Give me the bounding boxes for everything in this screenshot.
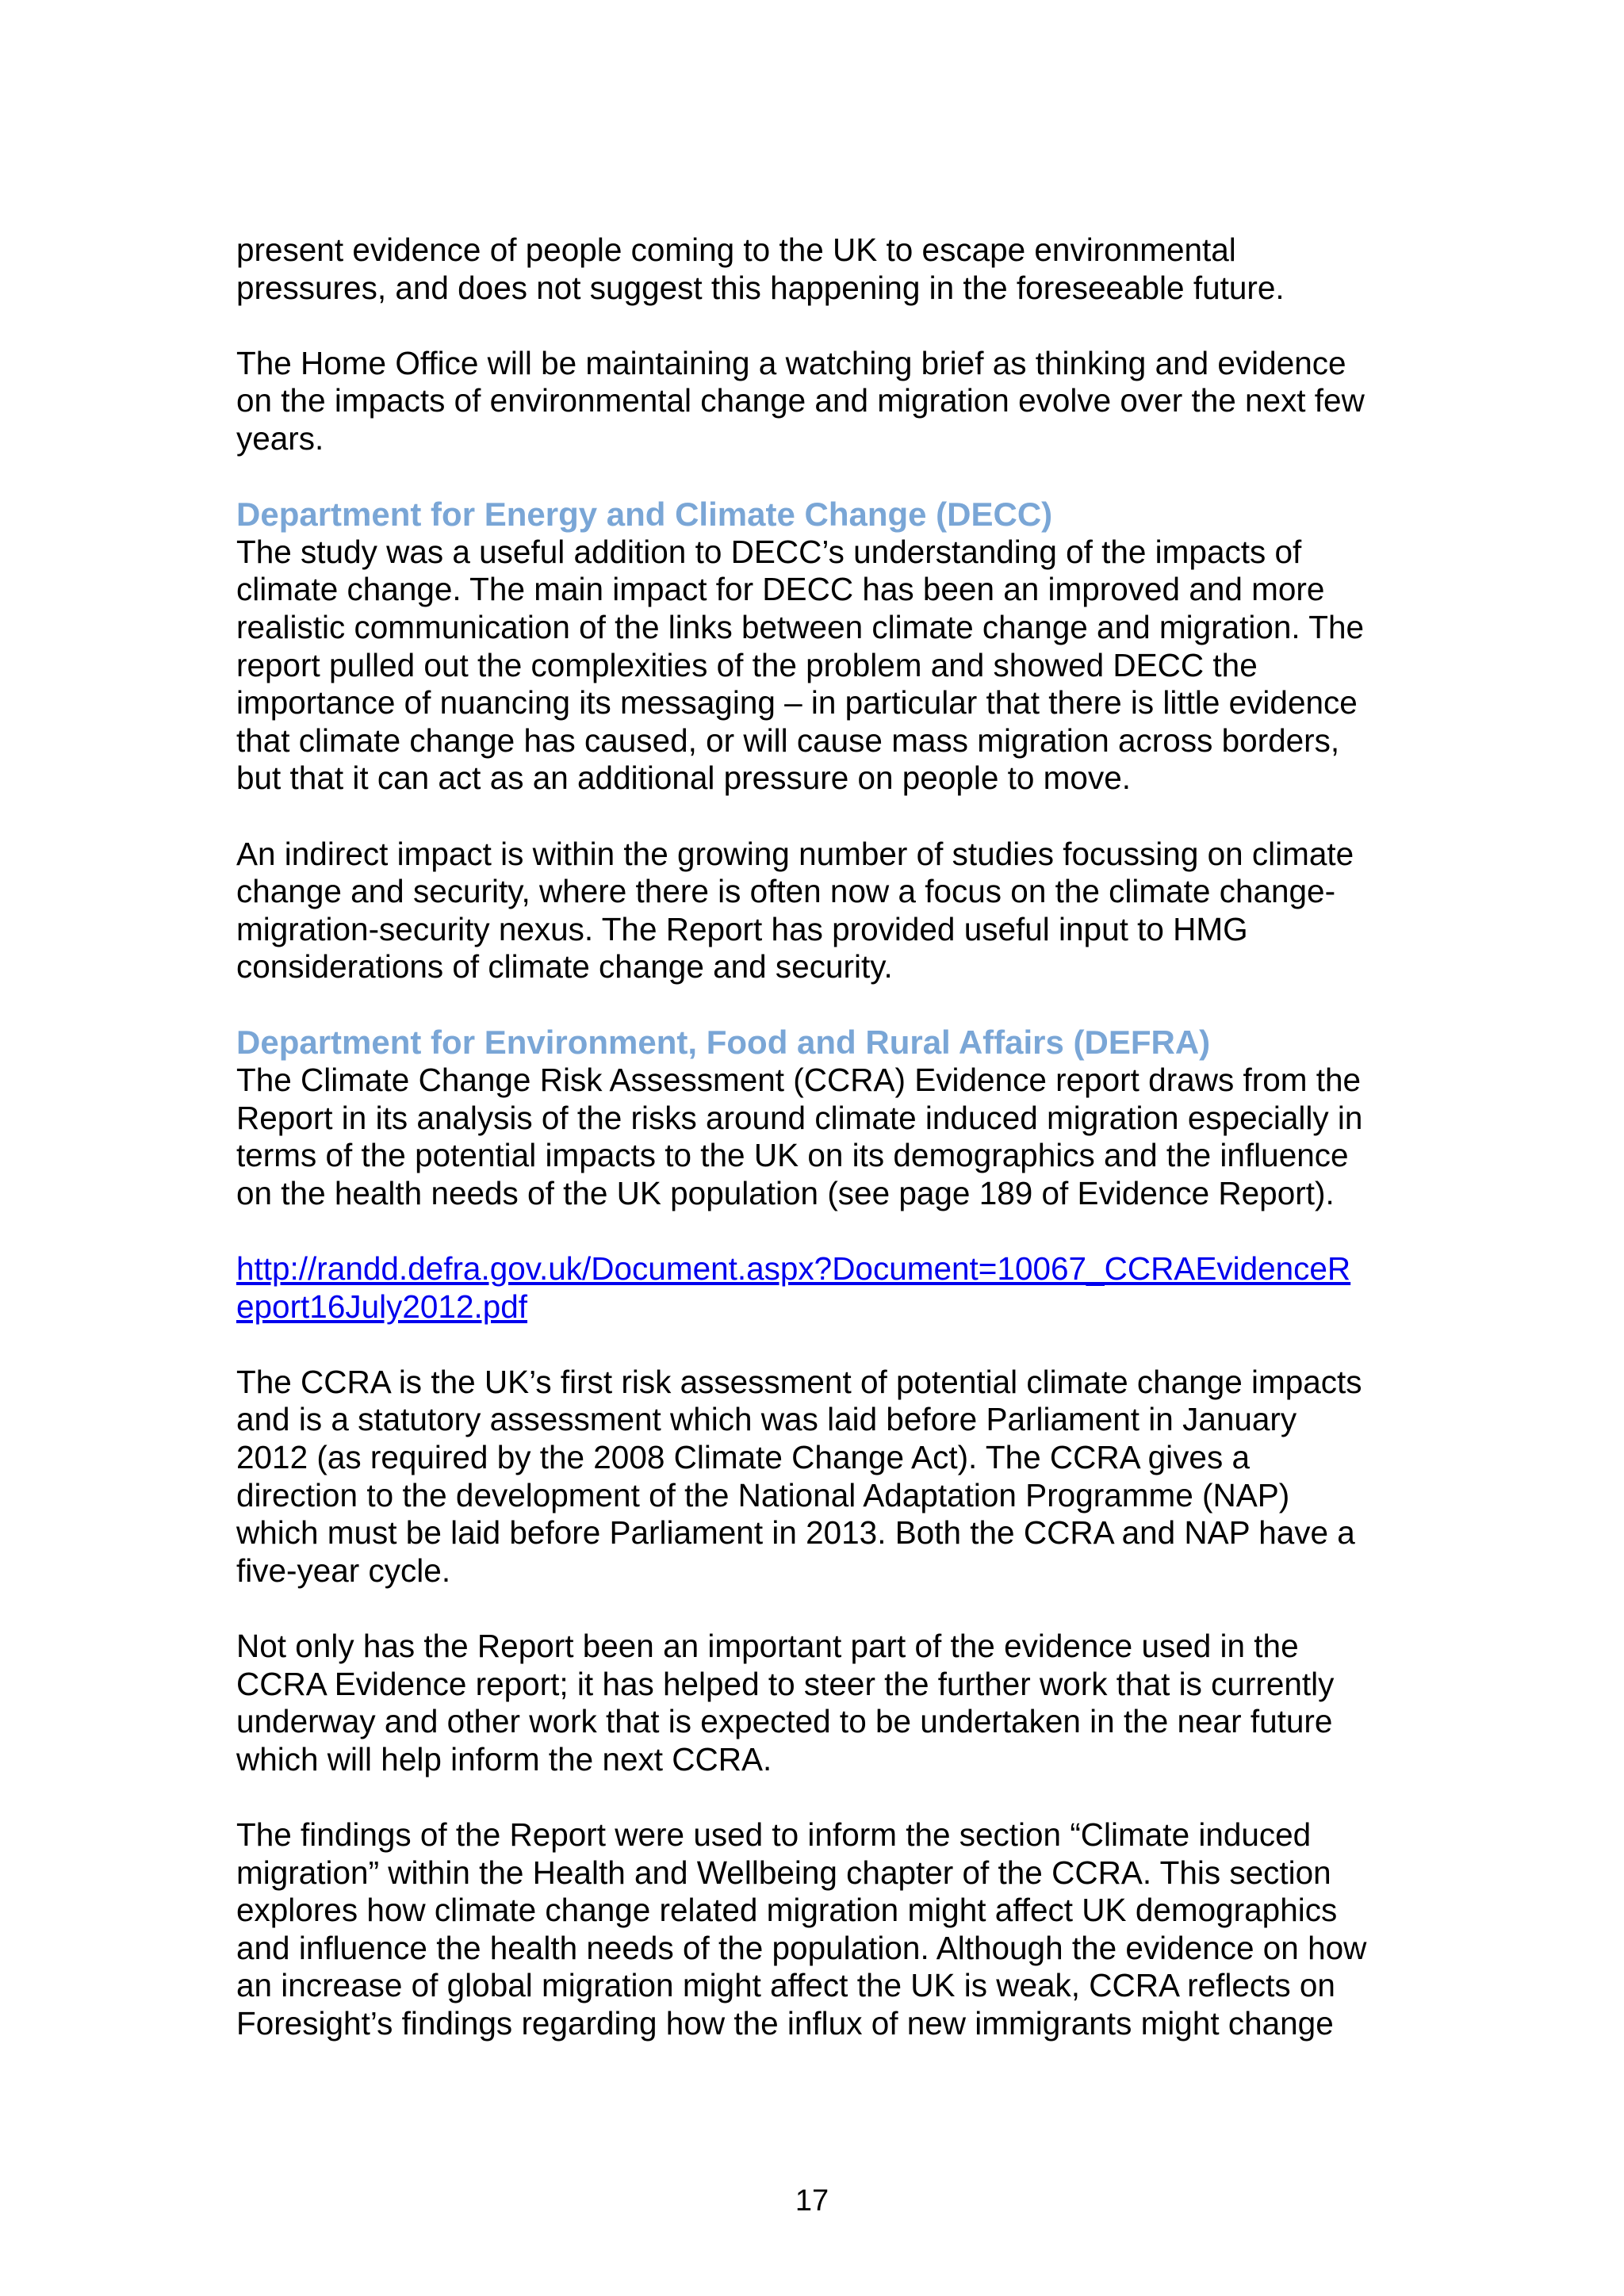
defra-paragraph-4: The findings of the Report were used to inform the section “Climate induced migration” within the Health and Wellbeing chapter of the CCRA. This section explores how climate change related migration might affect UK demographics and influence the health needs of the population. Although the evidence on how an increase of global migration might affect the UK is weak, CCRA reflects on Foresight’s findings regarding how the influx of new immigrants might change bbox=[236, 1816, 1367, 2042]
defra-heading: Department for Environment, Food and Rural Affairs (DEFRA) bbox=[236, 1024, 1211, 1062]
intro-paragraph-2: The Home Office will be maintaining a watching brief as thinking and evidence on the impacts of environmental change and migration evolve over the next few years. bbox=[236, 344, 1365, 457]
defra-evidence-report-link[interactable]: http://randd.defra.gov.uk/Document.aspx?Document=10067_CCRAEvidenceR eport16July2012.pdf bbox=[236, 1250, 1351, 1325]
defra-paragraph-2: The CCRA is the UK’s first risk assessment of potential climate change impacts and is a statutory assessment which was laid before Parliament in January 2012 (as required by the 2008 Climate Change Act). The CCRA gives a direction to the development of the National Adaptation Programme (NAP) which must be laid before Parliament in 2013. Both the CCRA and NAP have a five-year cycle. bbox=[236, 1363, 1362, 1589]
intro-paragraph-1: present evidence of people coming to the UK to escape environmental pressures, and does not suggest this happening in the foreseeable future. bbox=[236, 232, 1285, 306]
decc-paragraph-2: An indirect impact is within the growing number of studies focussing on climate change and security, where there is often now a focus on the climate change- migration-security nexus. The Report has provided useful input to HMG considerations of climate change and security. bbox=[236, 835, 1354, 985]
page-content bbox=[236, 232, 1402, 2080]
page-number: 17 bbox=[795, 2184, 829, 2218]
defra-paragraph-1: The Climate Change Risk Assessment (CCRA) Evidence report draws from the Report in its analysis of the risks around climate induced migration especially in terms of the potential impacts to the UK on its demographics and the influence on the health needs of the UK population (see page 189 of Evidence Report). bbox=[236, 1062, 1363, 1211]
defra-link-paragraph bbox=[236, 1250, 1402, 1326]
decc-heading: Department for Energy and Climate Change (DECC) bbox=[236, 496, 1053, 534]
decc-paragraph-1: The study was a useful addition to DECC’s understanding of the impacts of climate change. The main impact for DECC has been an improved and more realistic communication of the links between climate change and migration. The report pulled out the complexities of the problem and showed DECC the importance of nuancing its messaging – in particular that there is little evidence that climate change has caused, or will cause mass migration across borders, but that it can act as an additional pressure on people to move. bbox=[236, 533, 1364, 797]
defra-paragraph-3: Not only has the Report been an important part of the evidence used in the CCRA Evidence report; it has helped to steer the further work that is currently underway and other work that is expected to be undertaken in the near future which will help inform the next CCRA. bbox=[236, 1627, 1335, 1777]
